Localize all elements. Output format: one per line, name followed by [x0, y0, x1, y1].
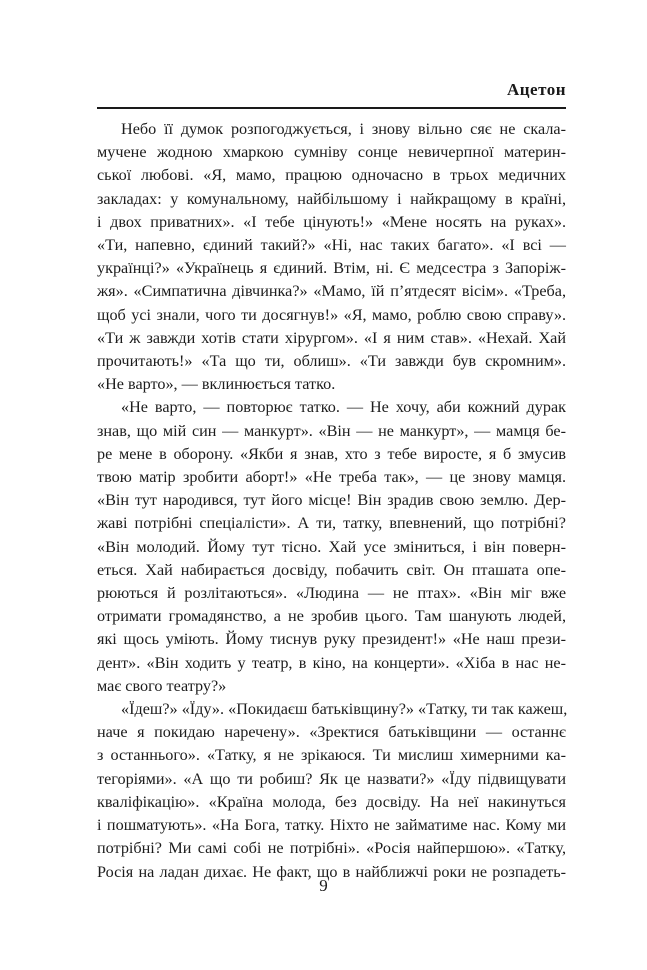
text-line: еться. Хай набирається досвіду, побачить світ. Он пташата опе-	[97, 560, 566, 579]
text-line: жя». «Симпатична дівчинка?» «Мамо, їй п’ятдесят вісім». «Треба,	[97, 282, 566, 301]
running-head: Ацетон	[506, 80, 566, 99]
text-line: знав, що мій син — манкурт». «Він — не манкурт», — мамця бе-	[97, 421, 566, 440]
text-line: прочитають!» «Та що ти, облиш». «Ти завжди був скромним».	[97, 352, 566, 371]
text-line: ської любові. «Я, мамо, працюю одночасно в трьох медичних	[97, 166, 566, 185]
text-line: з останнього». «Татку, я не зрікаюся. Ти мислиш химерними ка-	[97, 746, 566, 765]
text-line: і пошматують». «На Бога, татку. Ніхто не займатиме нас. Кому ми	[97, 816, 566, 835]
text-line: тегоріями». «А що ти робиш? Як це назвати?» «Їду підвищувати	[97, 769, 566, 788]
text-line: Росія на ладан дихає. Не факт, що в найближчі роки не розпадеть-	[97, 862, 566, 881]
text-line: які щось уміють. Йому тиснув руку президент!» «Не наш прези-	[97, 630, 566, 649]
text-line: закладах: у комунальному, найбільшому і найкращому в країні,	[97, 189, 566, 208]
text-line: твою матір зробити аборт!» «Не треба так», — це знову мамця.	[97, 468, 566, 487]
text-line: ре мене в оборону. «Якби я знав, хто з тебе виросте, я б змусив	[97, 444, 566, 463]
text-line: «Не варто», — вклинюється татко.	[97, 375, 336, 394]
text-line: мучене жодною хмаркою сумніву сонце невичерпної материн-	[97, 143, 566, 162]
paragraph-2	[97, 396, 566, 698]
text-line: «Не варто, — повторює татко. — Не хочу, аби кожний дурак	[121, 398, 566, 417]
text-line: дент». «Він ходить у театр, в кіно, на концерти». «Хіба в нас не-	[97, 653, 566, 672]
body-text	[97, 118, 566, 884]
header-rule	[97, 107, 566, 109]
text-line: щоб усі знали, чого ти досягнув!» «Я, мамо, роблю свою справу».	[97, 305, 566, 324]
text-line: рюються й розлітаються». «Людина — не птах». «Він міг вже	[97, 584, 566, 603]
text-line: кваліфікацію». «Країна молода, без досвіду. На неї накинуться	[97, 792, 566, 811]
text-line: наче я покидаю наречену». «Зректися батьківщини — останнє	[97, 723, 566, 742]
text-line: і двох приватних». «І тебе цінують!» «Мене носять на руках».	[97, 212, 566, 231]
text-line: «Ти, напевно, єдиний такий?» «Ні, нас таких багато». «І всі —	[97, 236, 566, 255]
paragraph-1	[97, 118, 566, 396]
text-line: українці?» «Українець я єдиний. Втім, ні. Є медсестра з Запоріж-	[97, 259, 566, 278]
text-line: отримати громадянство, а не зробив цього. Там шанують людей,	[97, 607, 566, 626]
text-line: має свого театру?»	[97, 676, 227, 695]
text-line: жаві потрібні спеціалісти». А ти, татку, впевнений, що потрібні?	[97, 514, 566, 533]
text-line: Небо її думок розпогоджується, і знову вільно сяє не скала-	[121, 120, 566, 138]
text-line: потрібні? Ми самі собі не потрібні». «Росія найпершою». «Татку,	[97, 839, 566, 858]
text-line: «Він тут народився, тут його місце! Він зрадив свою землю. Дер-	[97, 491, 566, 510]
text-line: «Ти ж завжди хотів стати хірургом». «І я ним став». «Нехай. Хай	[97, 328, 566, 347]
text-line: «Їдеш?» «Їду». «Покидаєш батьківщину?» «Татку, ти так кажеш,	[121, 700, 568, 719]
text-line: «Він молодий. Йому тут тісно. Хай усе зміниться, і він поверн-	[97, 537, 566, 556]
page-number: 9	[319, 876, 328, 895]
paragraph-3	[97, 698, 566, 884]
